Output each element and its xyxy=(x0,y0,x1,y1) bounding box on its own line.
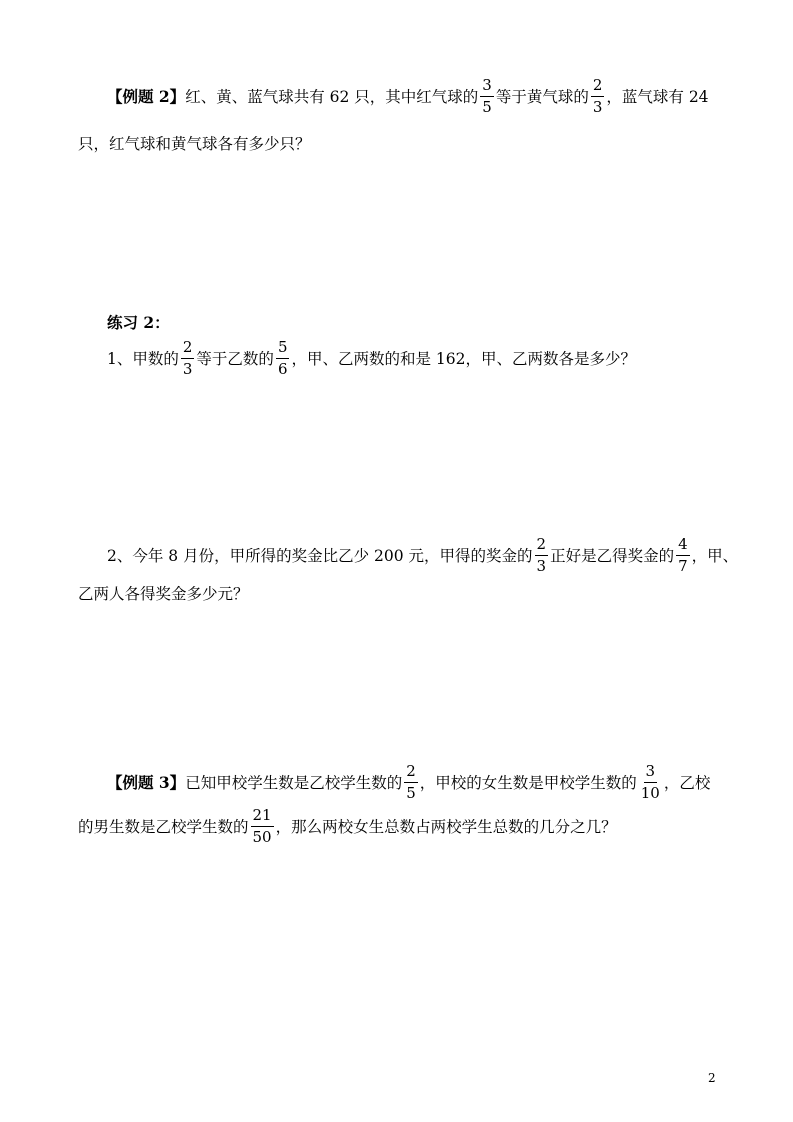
fraction-denominator: 5 xyxy=(482,97,492,116)
question-1-text-b: 等于乙数的 xyxy=(196,350,274,368)
fraction-denominator: 3 xyxy=(536,556,547,575)
fraction-numerator: 5 xyxy=(276,339,290,359)
example-2-text-c: ，蓝气球有 24 xyxy=(606,88,709,106)
example-2-label: 【例题 2】 xyxy=(107,87,186,106)
example-3-line-1 xyxy=(107,760,710,804)
example-3-text-a: 已知甲校学生数是乙校学生数的 xyxy=(185,774,403,792)
example-2-text-line-2: 只，红气球和黄气球各有多少只？ xyxy=(78,135,311,153)
question-2-text-b: 正好是乙得奖金的 xyxy=(550,547,675,565)
fraction-numerator: 2 xyxy=(591,77,605,97)
fraction xyxy=(480,77,494,116)
question-2-text-c: ，甲、 xyxy=(691,547,739,565)
fraction xyxy=(591,77,605,116)
fraction-numerator: 2 xyxy=(535,536,549,556)
fraction-denominator: 5 xyxy=(406,783,416,802)
fraction xyxy=(251,807,274,846)
fraction-denominator: 50 xyxy=(252,827,272,846)
practice-2-title-text: 练习 2： xyxy=(107,313,170,332)
example-2-line-1 xyxy=(107,74,709,118)
fraction-numerator: 3 xyxy=(644,763,658,783)
fraction-numerator: 4 xyxy=(676,536,690,556)
question-2-text-line-2: 乙两人各得奖金多少元？ xyxy=(78,585,249,603)
example-3-label: 【例题 3】 xyxy=(107,773,186,792)
example-3-line-2-text-a: 的男生数是乙校学生数的 xyxy=(78,818,249,836)
example-3-line-2-text-b: ，那么两校女生总数占两校学生总数的几分之几？ xyxy=(275,818,617,836)
fraction-denominator: 3 xyxy=(182,359,193,378)
fraction xyxy=(276,339,290,378)
question-2-line-2 xyxy=(78,571,249,615)
fraction-numerator: 2 xyxy=(181,339,195,359)
practice-2-question-1 xyxy=(107,336,636,380)
question-2-text-a: 2、今年 8 月份，甲所得的奖金比乙少 200 元，甲得的奖金的 xyxy=(107,547,533,565)
page-number: 2 xyxy=(708,1071,716,1085)
fraction-denominator: 3 xyxy=(592,97,603,116)
fraction-denominator: 6 xyxy=(277,359,288,378)
fraction-numerator: 3 xyxy=(480,77,494,97)
question-1-text-a: 1、甲数的 xyxy=(107,350,179,368)
fraction-denominator: 7 xyxy=(678,556,688,575)
example-2-text-b: 等于黄气球的 xyxy=(495,88,589,106)
example-2-text-a: 红、黄、蓝气球共有 62 只，其中红气球的 xyxy=(185,88,479,106)
fraction xyxy=(676,536,690,575)
example-2-line-2 xyxy=(78,121,311,165)
fraction-numerator: 2 xyxy=(404,763,418,783)
fraction xyxy=(639,763,662,802)
fraction xyxy=(181,339,195,378)
example-3-text-c: ，乙校 xyxy=(663,774,711,792)
fraction-denominator: 10 xyxy=(640,783,660,802)
fraction xyxy=(535,536,549,575)
example-3-text-b: ，甲校的女生数是甲校学生数的 xyxy=(419,774,637,792)
question-1-text-c: ，甲、乙两数的和是 162，甲、乙两数各是多少？ xyxy=(291,350,636,368)
fraction xyxy=(404,763,418,802)
example-3-line-2 xyxy=(78,804,617,848)
fraction-numerator: 21 xyxy=(251,807,274,827)
